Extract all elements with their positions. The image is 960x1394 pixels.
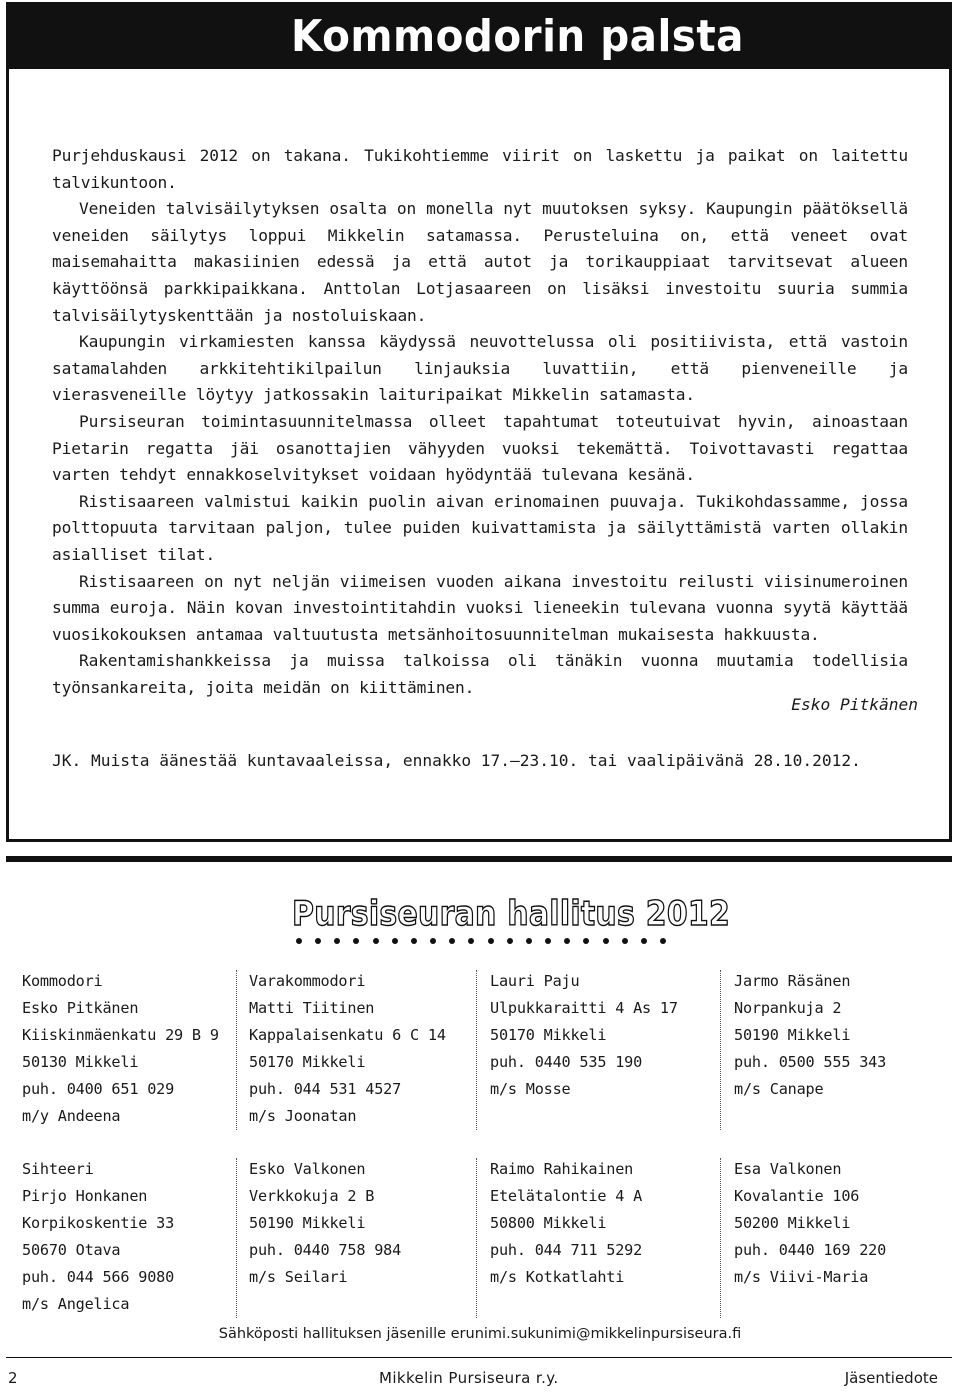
column-divider — [720, 1158, 721, 1318]
board-title: Pursiseuran hallitus 2012 — [292, 894, 731, 934]
contact-line: Kappalaisenkatu 6 C 14 — [249, 1026, 446, 1044]
contact-line: Jarmo Räsänen — [734, 972, 851, 990]
signature: Esko Pitkänen — [791, 695, 918, 714]
contact-line: Verkkokuja 2 B — [249, 1187, 375, 1205]
paragraph: Purjehduskausi 2012 on takana. Tukikohtiemme viirit on laskettu ja paikat on laitettu talvikuntoon. — [52, 146, 908, 192]
title-dot-underline — [296, 938, 666, 950]
contact-line: Etelätalontie 4 A — [490, 1187, 643, 1205]
paragraph: Kaupungin virkamiesten kanssa käydyssä neuvottelussa oli positiivista, että vastoin satamalahden arkkitehtikilpailun linjauksia luvattiin, että pienveneille ja vierasveneille löytyy jatkossakin laituripaikat Mikkelin satamasta. — [52, 332, 908, 405]
contact-line: Pirjo Honkanen — [22, 1187, 148, 1205]
contact-line: Esko Valkonen — [249, 1160, 366, 1178]
contact-line: Esko Pitkänen — [22, 999, 139, 1017]
paragraph: Pursiseuran toimintasuunnitelmassa olleet tapahtumat toteutuivat hyvin, ainoastaan Pietarin regatta jäi osanottajien vähyyden vuoksi tekemättä. Toivottavasti regattaa varten tehdyt ennakkoselvitykset voidaan hyödyntää tulevana kesänä. — [52, 411, 908, 485]
contact-line: 50130 Mikkeli — [22, 1053, 139, 1071]
contact-line: Norpankuja 2 — [734, 999, 842, 1017]
email-note: Sähköposti hallituksen jäsenille erunimi.sukunimi@mikkelinpursiseura.fi — [218, 1326, 742, 1342]
column-divider — [476, 970, 477, 1130]
contact-line: 50190 Mikkeli — [249, 1214, 366, 1232]
contact-line: Kovalantie 106 — [734, 1187, 860, 1205]
contact-line: m/s Mosse — [490, 1080, 571, 1098]
paragraph: Ristisaareen valmistui kaikin puolin aivan erinomainen puuvaja. Tukikohdassamme, jossa polttopuuta tarvitaan paljon, tulee puiden kuivattamista ja säilyttämistä varten ollakin asialliset tilat. — [52, 491, 908, 564]
contact-line: m/s Joonatan — [249, 1107, 357, 1125]
contact-line: 50170 Mikkeli — [249, 1053, 366, 1071]
contact-line: Ulpukkaraitti 4 As 17 — [490, 999, 678, 1017]
contact-line: puh. 044 711 5292 — [490, 1241, 643, 1259]
contact-line: puh. 0440 169 220 — [734, 1241, 887, 1259]
contact-line: m/y Andeena — [22, 1107, 121, 1125]
contact-line: Matti Tiitinen — [249, 999, 375, 1017]
contact-line: puh. 0440 535 190 — [490, 1053, 643, 1071]
contact-line: puh. 044 531 4527 — [249, 1080, 402, 1098]
contact-line: Korpikoskentie 33 — [22, 1214, 175, 1232]
contact-card-member — [249, 1156, 401, 1291]
contact-line: 50190 Mikkeli — [734, 1026, 851, 1044]
contact-line: Varakommodori — [249, 972, 366, 990]
contact-line: m/s Angelica — [22, 1295, 130, 1313]
contact-line: Raimo Rahikainen — [490, 1160, 634, 1178]
contact-card-member — [734, 968, 886, 1103]
contact-line: m/s Viivi-Maria — [734, 1268, 869, 1286]
article-body — [52, 143, 908, 701]
contact-card-member — [490, 968, 678, 1103]
contact-line: Lauri Paju — [490, 972, 580, 990]
column-divider — [720, 970, 721, 1130]
page-title: Kommodorin palsta — [291, 11, 744, 62]
contact-line: Sihteeri — [22, 1160, 94, 1178]
section-divider — [6, 856, 952, 862]
contact-card-member — [734, 1156, 886, 1291]
contact-line: m/s Canape — [734, 1080, 824, 1098]
column-divider — [236, 1158, 237, 1318]
contact-card-sihteeri — [22, 1156, 174, 1318]
title-band — [9, 5, 949, 69]
footer-rule — [6, 1357, 952, 1358]
contact-line: Kiiskinmäenkatu 29 B 9 — [22, 1026, 219, 1044]
contact-line: Esa Valkonen — [734, 1160, 842, 1178]
postscript: JK. Muista äänestää kuntavaaleissa, ennakko 17.–23.10. tai vaalipäivänä 28.10.2012. — [52, 751, 861, 770]
contact-card-kommodori — [22, 968, 219, 1130]
column-divider — [476, 1158, 477, 1318]
contact-line: 50670 Otava — [22, 1241, 121, 1259]
contact-line: 50200 Mikkeli — [734, 1214, 851, 1232]
contact-line: 50800 Mikkeli — [490, 1214, 607, 1232]
contact-card-member — [490, 1156, 642, 1291]
contact-card-varakommodori — [249, 968, 446, 1130]
page-number: 2 — [8, 1369, 18, 1387]
contact-line: m/s Kotkatlahti — [490, 1268, 625, 1286]
paragraph: Rakentamishankkeissa ja muissa talkoissa oli tänäkin vuonna muutamia todellisia työnsankareita, joita meidän on kiittäminen. — [52, 651, 908, 697]
contact-line: puh. 044 566 9080 — [22, 1268, 175, 1286]
publication-name: Mikkelin Pursiseura r.y. — [379, 1369, 559, 1387]
paragraph: Ristisaareen on nyt neljän viimeisen vuoden aikana investoitu reilusti viisinumeroinen summa euroja. Näin kovan investointitahdin vuoksi lieneekin tulevana vuonna syytä käyttää vuosikokouksen antamaa valtuutusta metsänhoitosuunnitelman mukaisesta hakkuusta. — [52, 571, 908, 644]
contact-line: m/s Seilari — [249, 1268, 348, 1286]
contact-line: puh. 0500 555 343 — [734, 1053, 887, 1071]
contact-line: 50170 Mikkeli — [490, 1026, 607, 1044]
contact-line: puh. 0440 758 984 — [249, 1241, 402, 1259]
column-divider — [236, 970, 237, 1130]
contact-line: puh. 0400 651 029 — [22, 1080, 175, 1098]
paragraph: Veneiden talvisäilytyksen osalta on monella nyt muutoksen syksy. Kaupungin päätöksellä veneiden säilytys loppui Mikkelin satamassa. Perusteluina on, että veneet ovat maisemahaitta makasiinien edessä ja että autot ja torikauppiaat tarvitsevat alueen käyttöönsä parkkipaikkana. Anttolan Lotjasaareen on lisäksi investoitu suuria summia talvisäilytyskenttään ja nostoluiskaan. — [52, 199, 908, 325]
section-name: Jäsentiedote — [844, 1369, 938, 1387]
contact-line: Kommodori — [22, 972, 103, 990]
